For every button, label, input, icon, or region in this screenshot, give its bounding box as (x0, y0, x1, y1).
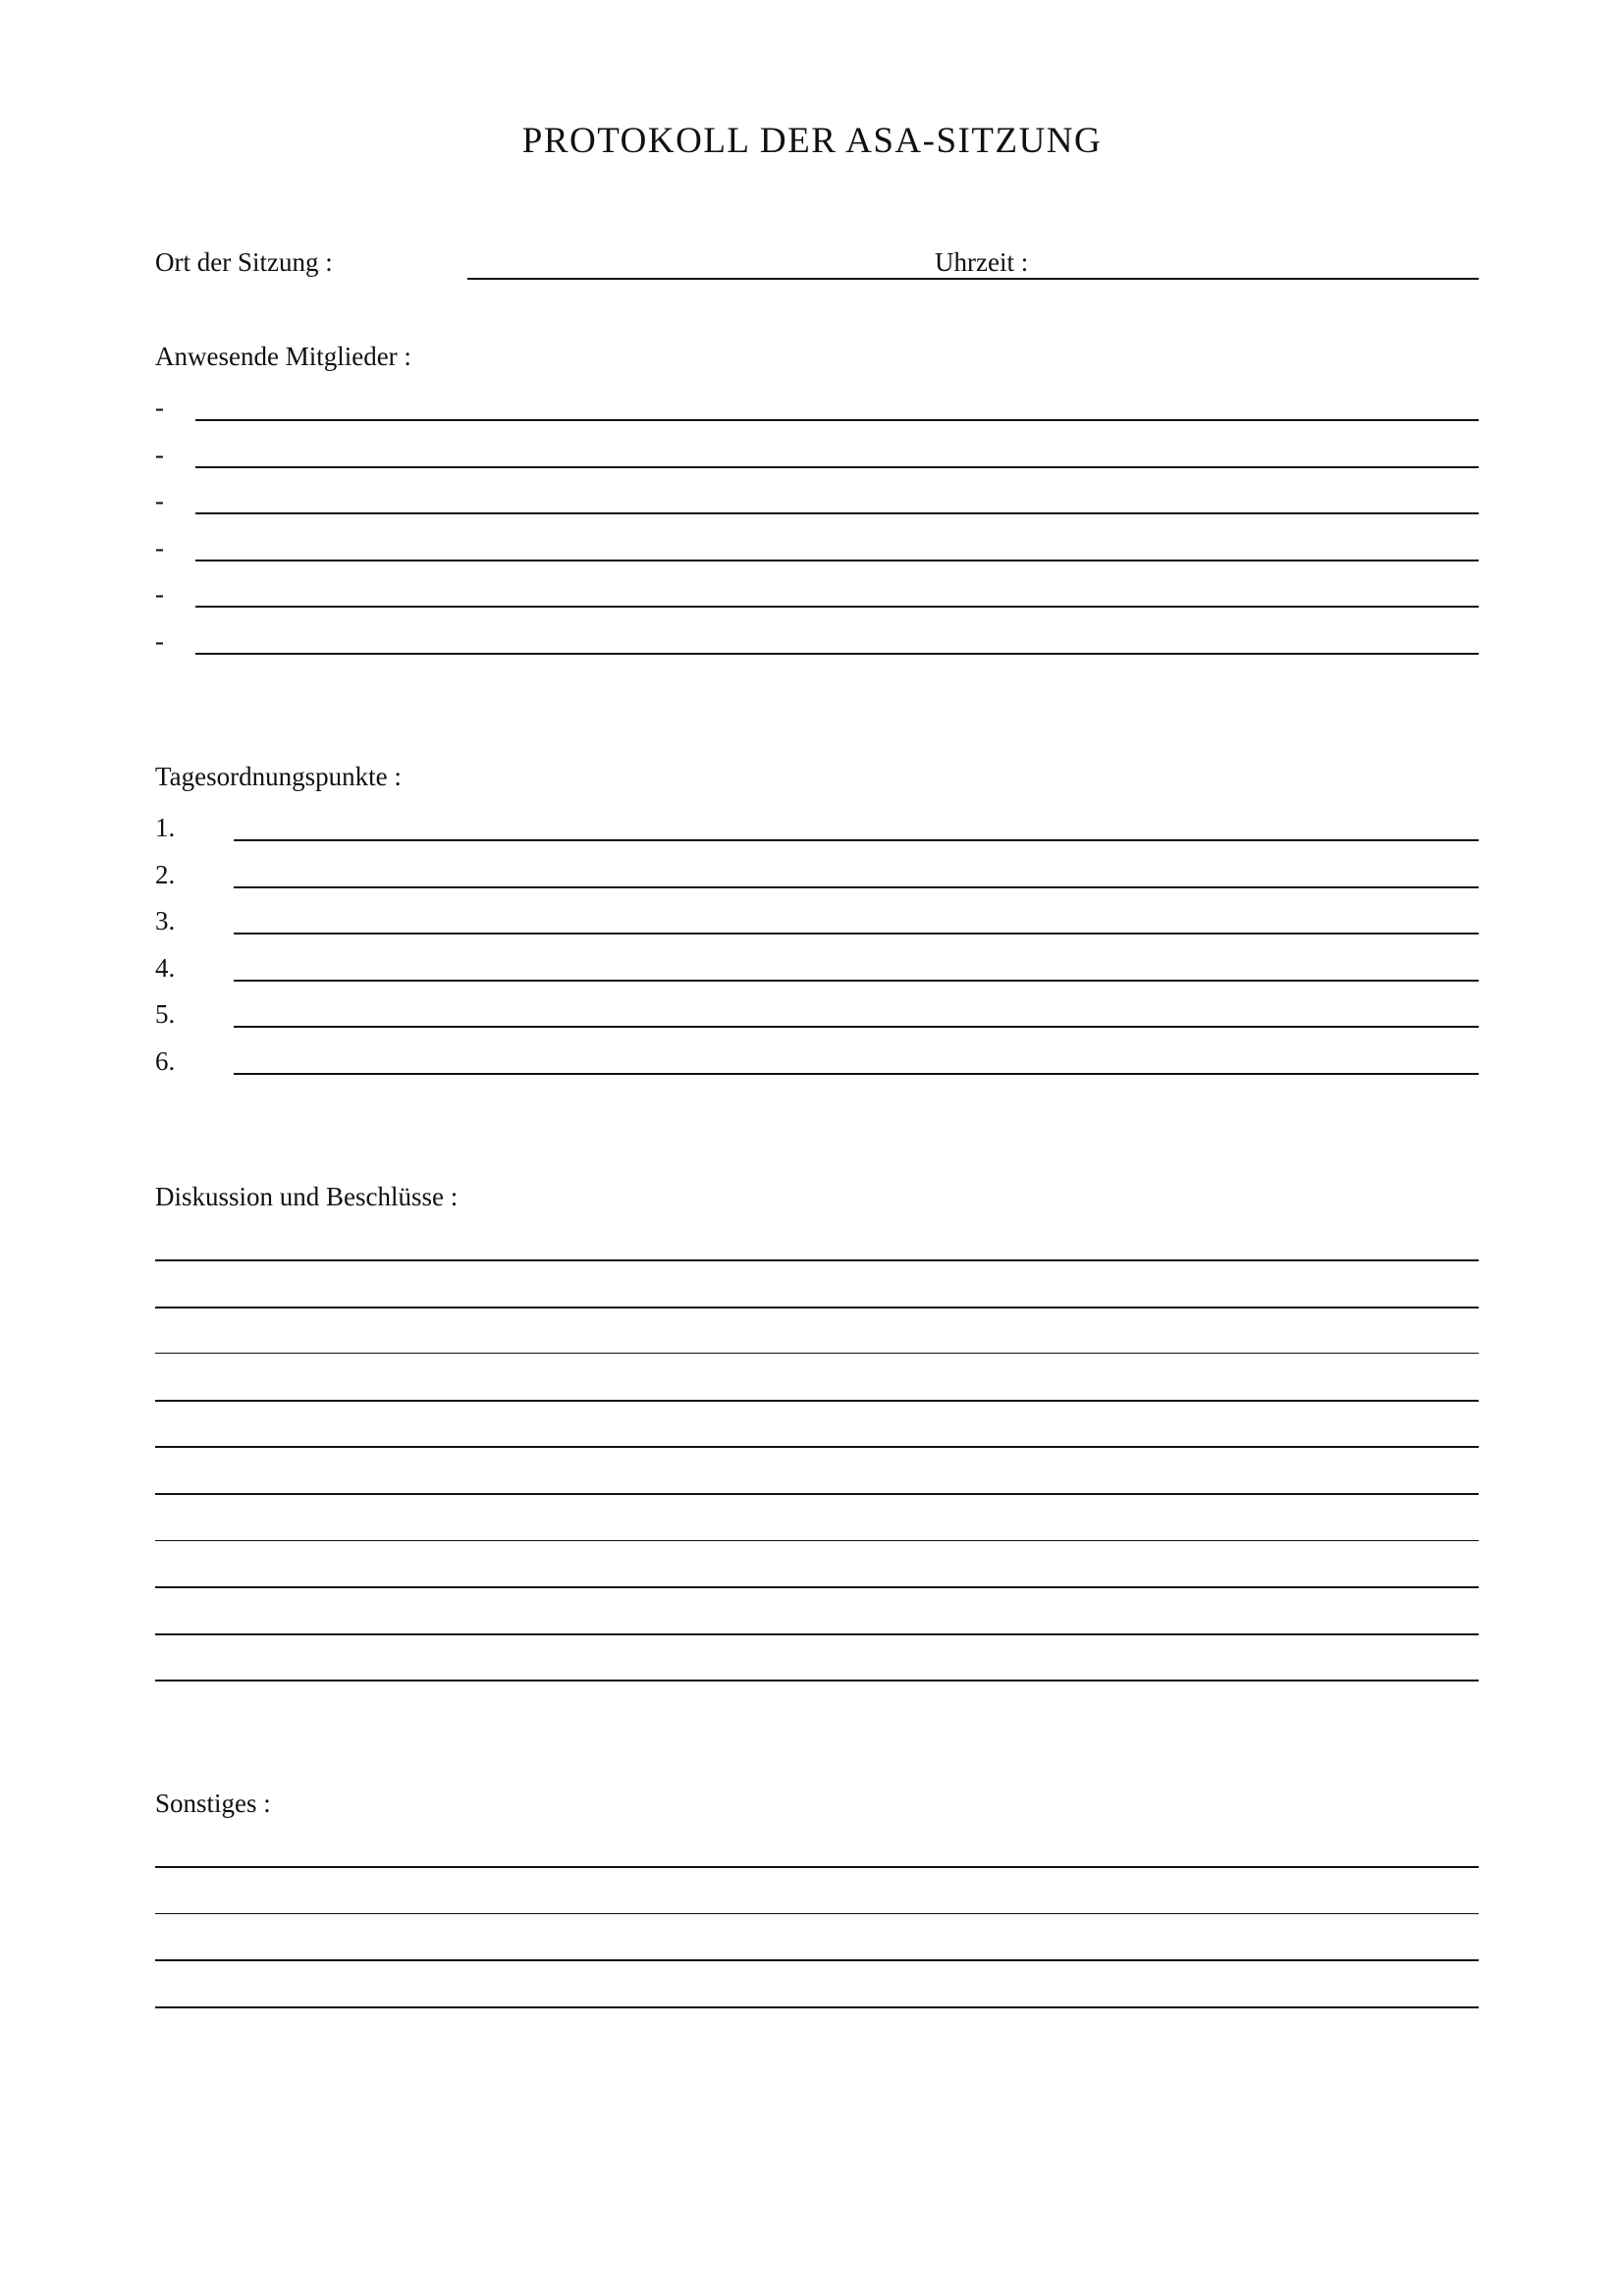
agenda-item-marker: 1. (155, 813, 176, 842)
agenda-item-line[interactable] (234, 1026, 1479, 1028)
discussion-line[interactable] (155, 1493, 1479, 1495)
attendees-label: Anwesende Mitglieder : (155, 342, 411, 371)
page-title: PROTOKOLL DER ASA-SITZUNG (521, 121, 1103, 161)
location-label: Ort der Sitzung : (155, 247, 333, 277)
agenda-item-marker: 2. (155, 859, 176, 889)
attendee-line[interactable] (195, 419, 1479, 421)
discussion-line[interactable] (155, 1400, 1479, 1402)
discussion-line[interactable] (155, 1307, 1479, 1308)
attendee-marker: - (155, 579, 164, 610)
discussion-line[interactable] (155, 1540, 1479, 1541)
discussion-line[interactable] (155, 1259, 1479, 1261)
discussion-line[interactable] (155, 1586, 1479, 1588)
agenda-item-line[interactable] (234, 1073, 1479, 1075)
agenda-item-line[interactable] (234, 980, 1479, 982)
attendee-line[interactable] (195, 606, 1479, 608)
attendee-marker: - (155, 486, 164, 516)
agenda-item-marker: 3. (155, 906, 176, 936)
discussion-line[interactable] (155, 1353, 1479, 1354)
discussion-label: Diskussion und Beschlüsse : (155, 1182, 459, 1211)
attendee-line[interactable] (195, 466, 1479, 468)
discussion-line[interactable] (155, 1680, 1479, 1682)
attendee-line[interactable] (195, 653, 1479, 655)
attendee-line[interactable] (195, 512, 1479, 514)
time-label: Uhrzeit : (935, 247, 1029, 277)
misc-line[interactable] (155, 2006, 1479, 2008)
agenda-item-marker: 4. (155, 952, 176, 983)
agenda-item-line[interactable] (234, 839, 1479, 841)
location-time-line[interactable] (467, 278, 1479, 280)
misc-label: Sonstiges : (155, 1789, 271, 1818)
attendee-line[interactable] (195, 560, 1479, 561)
attendee-marker: - (155, 626, 164, 656)
agenda-item-marker: 6. (155, 1046, 176, 1076)
agenda-item-line[interactable] (234, 933, 1479, 934)
misc-line[interactable] (155, 1959, 1479, 1961)
misc-line[interactable] (155, 1913, 1479, 1914)
agenda-item-marker: 5. (155, 999, 176, 1030)
agenda-label: Tagesordnungspunkte : (155, 762, 402, 791)
attendee-marker: - (155, 532, 164, 562)
attendee-marker: - (155, 439, 164, 469)
discussion-line[interactable] (155, 1446, 1479, 1448)
misc-line[interactable] (155, 1866, 1479, 1868)
discussion-line[interactable] (155, 1633, 1479, 1635)
agenda-item-line[interactable] (234, 886, 1479, 888)
attendee-marker: - (155, 393, 164, 422)
